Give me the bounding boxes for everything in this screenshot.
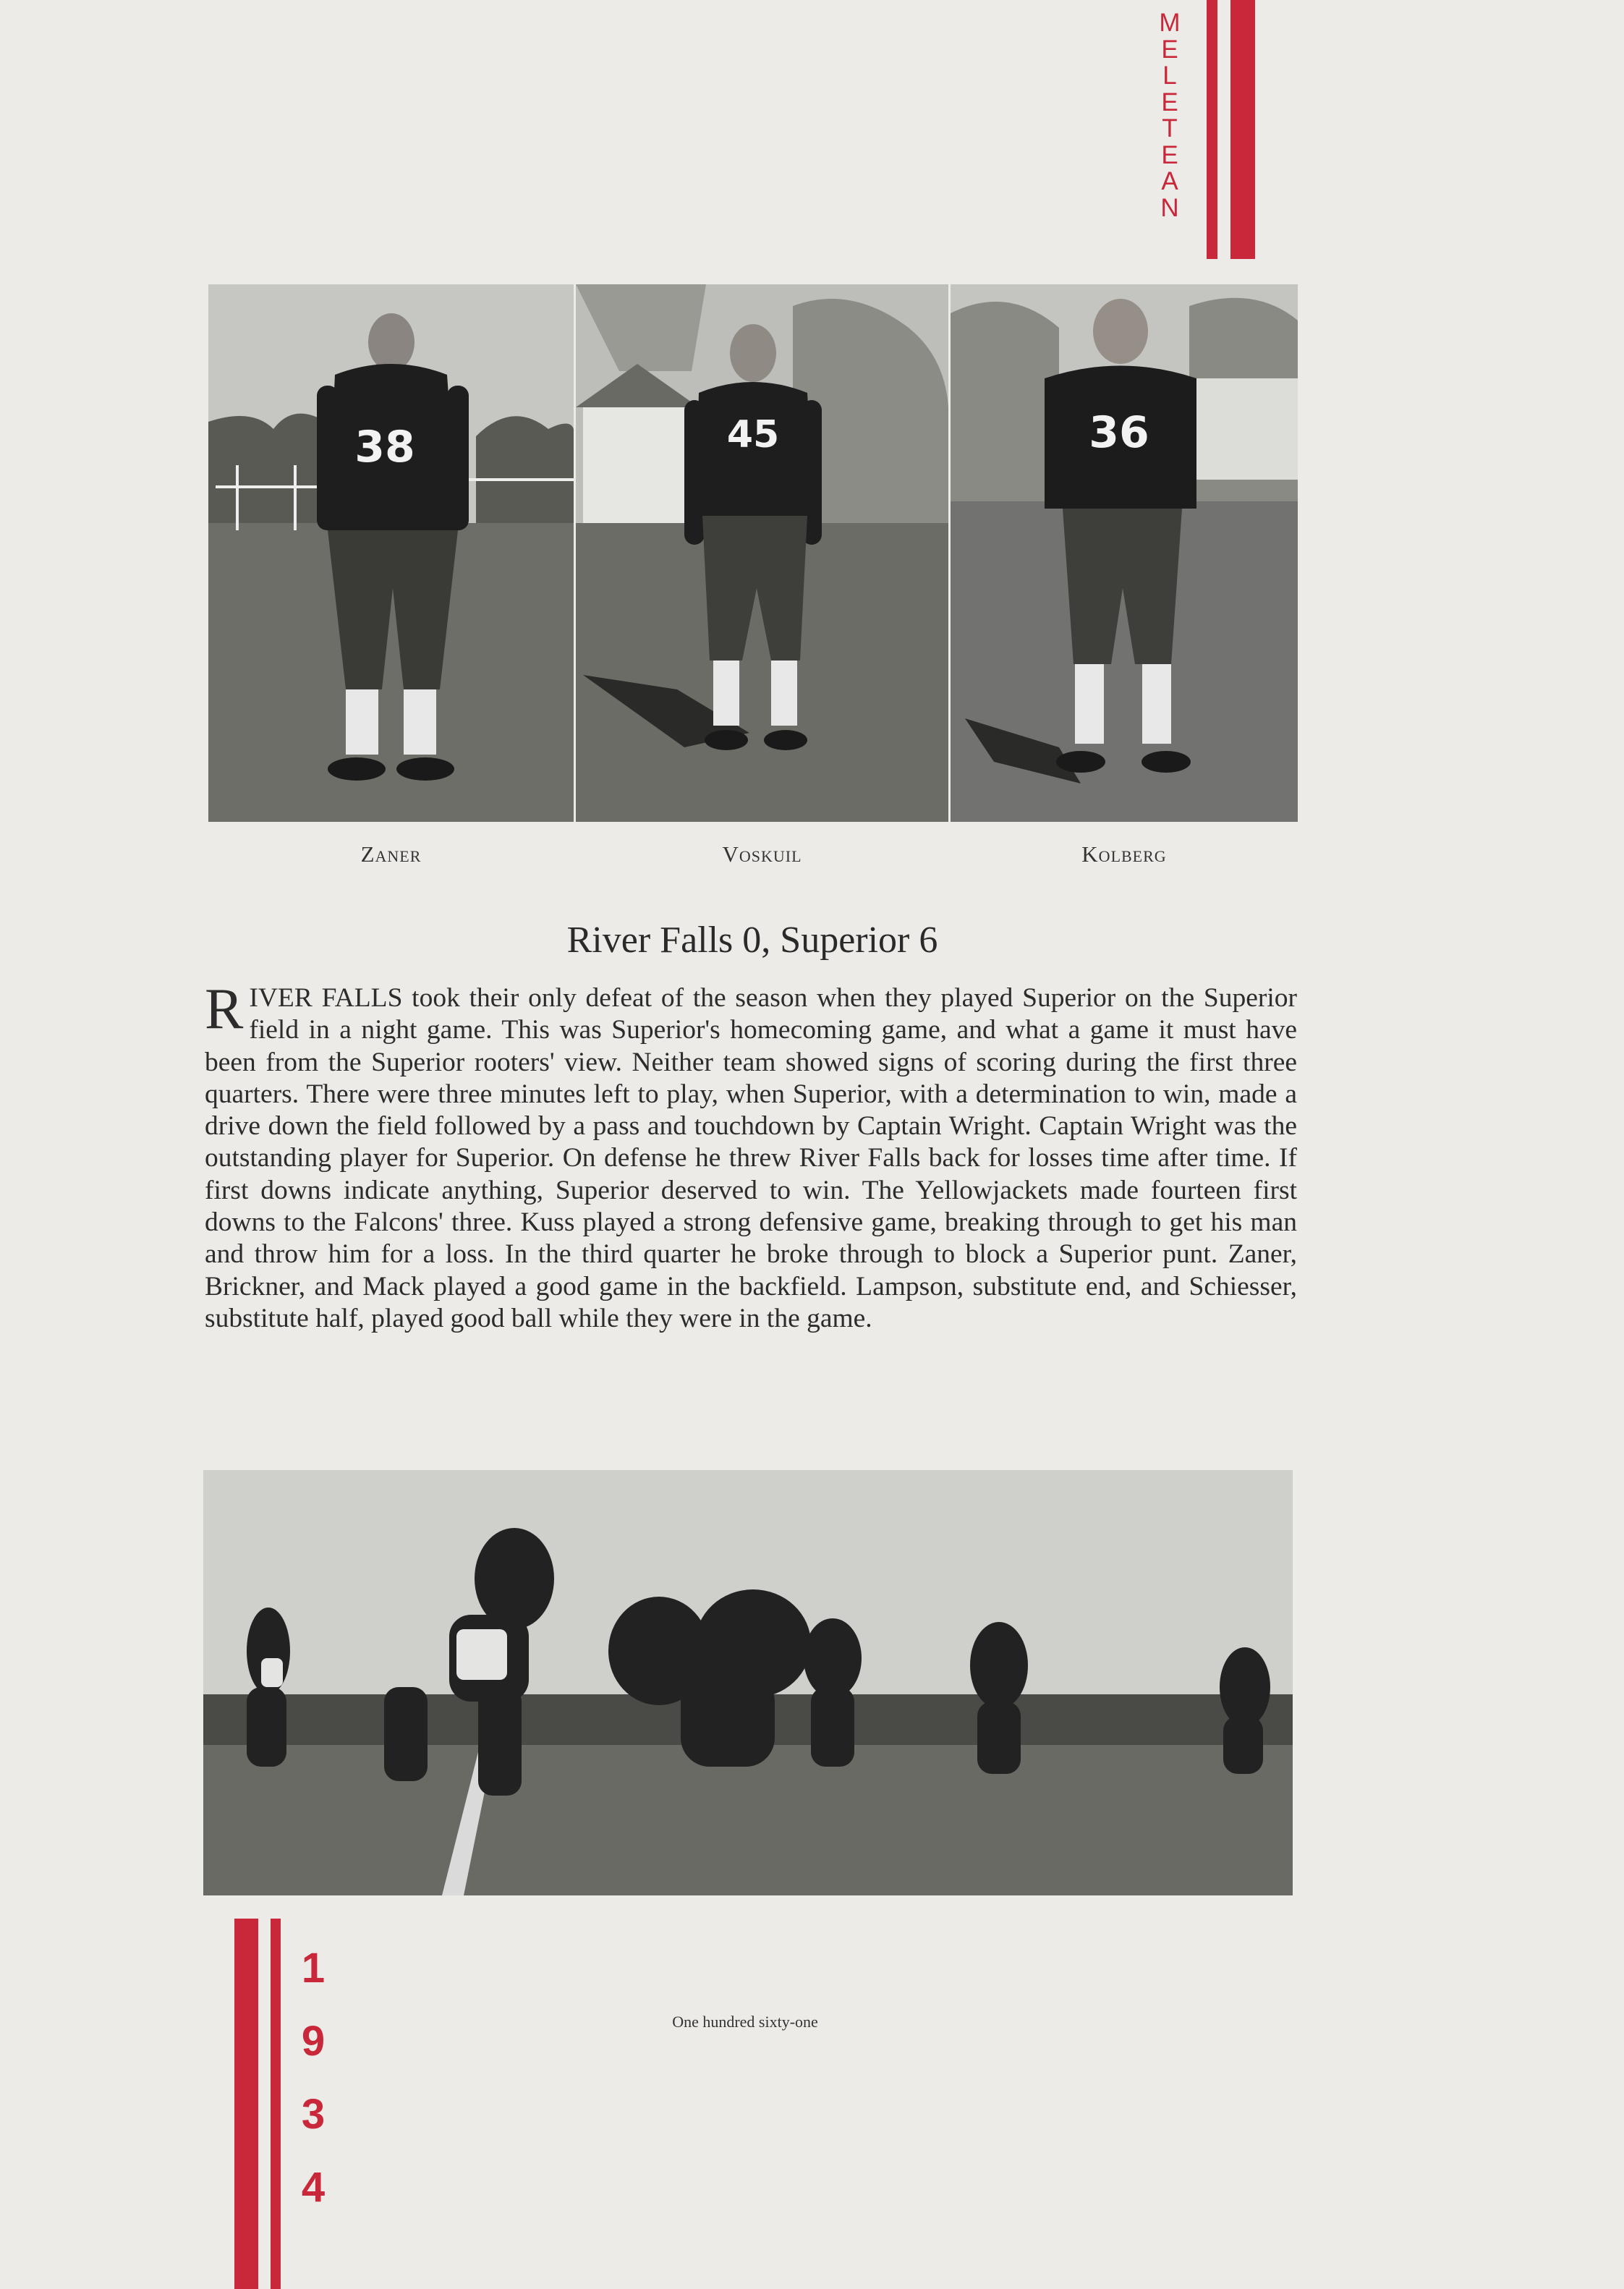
masthead-title [1159, 10, 1181, 221]
masthead-letter: E [1161, 35, 1178, 64]
year-1934 [295, 1932, 331, 2224]
masthead-letter: L [1162, 61, 1177, 90]
footer-stripe-thick [234, 1919, 258, 2289]
masthead-letter: T [1162, 114, 1178, 143]
masthead-letter: M [1159, 9, 1181, 37]
masthead-stripe-thin [1207, 0, 1217, 259]
game-action-photo [203, 1470, 1293, 1895]
year-digit: 3 [301, 2091, 326, 2138]
year-digit: 4 [301, 2164, 326, 2211]
jersey-number: 36 [1089, 407, 1149, 458]
article-body [205, 977, 1297, 1335]
masthead-letter: N [1160, 193, 1179, 222]
page-number: One hundred sixty-one [672, 2013, 818, 2031]
article-body-text: IVER FALLS took their only defeat of the season when they played Superior on the Superior field in a night game. This was Superior's homecoming game, and what a game it must have been from the Superior rooters' view. Neither team showed signs of scoring during the first three quarters. There were three minutes left to play, when Superior, with a determination to win, made a drive down the field followed by a pass and touchdown by Captain Wright. Captain Wright was the outstanding player for Superior. On defense he threw River Falls back for losses time after time. If first downs indicate anything, Superior deserved to win. The Yellowjackets made fourteen first downs to the Falcons' three. Kuss played a strong defensive game, breaking through to get his man and throw him for a loss. In the third quarter he broke through to block a Superior punt. Zaner, Brickner, and Mack played a good game in the backfield. Lampson, substitute end, and Schiesser, substitute half, played good ball while they were in the game. [205, 983, 1297, 1333]
masthead-letter: E [1161, 140, 1178, 169]
player-caption: Kolberg [1081, 841, 1167, 867]
jersey-number: 45 [726, 413, 780, 456]
masthead-letter: E [1161, 88, 1178, 116]
footer-stripe-thin [271, 1919, 281, 2289]
jersey-number: 38 [354, 422, 415, 472]
player-photo-kolberg [951, 284, 1298, 822]
year-digit: 1 [301, 1945, 326, 1992]
player-caption: Voskuil [722, 841, 802, 867]
masthead-stripe-thick [1230, 0, 1255, 259]
player-photo-zaner [208, 284, 574, 822]
year-digit: 9 [301, 2018, 326, 2065]
drop-cap: R [205, 977, 244, 1041]
masthead-letter: A [1161, 167, 1178, 195]
player-caption: Zaner [360, 841, 422, 867]
article-title: River Falls 0, Superior 6 [566, 920, 938, 961]
player-photo-voskuil [576, 284, 948, 822]
